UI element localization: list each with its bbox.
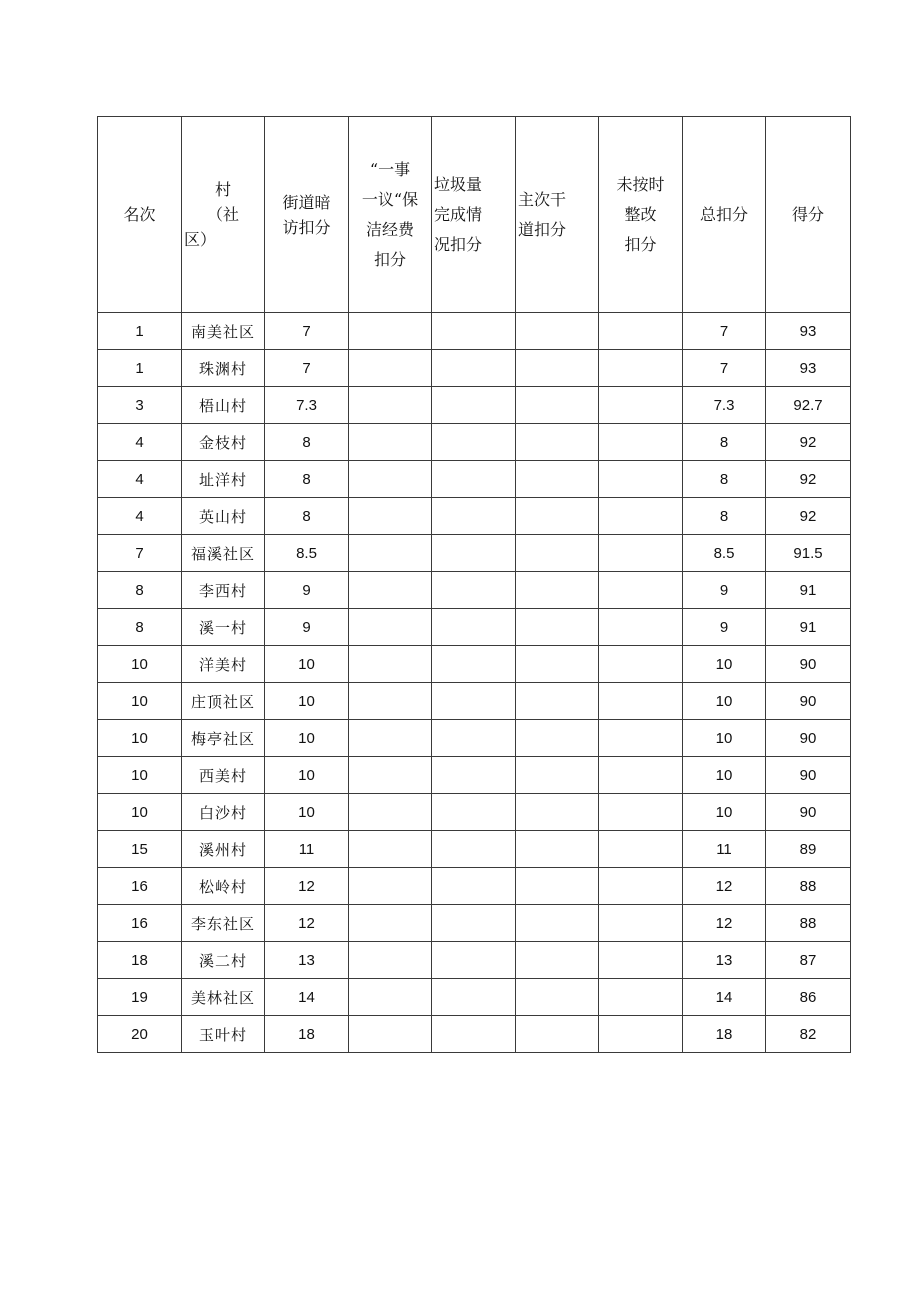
cell-total-deduction: 9 xyxy=(683,572,766,609)
header-row xyxy=(98,117,851,313)
cell-one-issue-deduction xyxy=(349,794,432,831)
cell-garbage-deduction xyxy=(432,424,516,461)
cell-street-visit-deduction: 10 xyxy=(265,720,349,757)
cell-one-issue-deduction xyxy=(349,424,432,461)
header-garbage-deduction: 垃圾量 完成情 况扣分 xyxy=(432,117,516,313)
cell-main-road-deduction xyxy=(516,683,599,720)
cell-score: 93 xyxy=(766,313,851,350)
cell-rank: 10 xyxy=(98,720,182,757)
cell-main-road-deduction xyxy=(516,905,599,942)
cell-score: 90 xyxy=(766,794,851,831)
cell-rank: 19 xyxy=(98,979,182,1016)
cell-main-road-deduction xyxy=(516,831,599,868)
cell-village-name: 西美村 xyxy=(182,757,265,794)
table-row xyxy=(98,757,851,794)
cell-score: 90 xyxy=(766,720,851,757)
cell-one-issue-deduction xyxy=(349,646,432,683)
cell-total-deduction: 10 xyxy=(683,646,766,683)
cell-garbage-deduction xyxy=(432,350,516,387)
cell-rank: 1 xyxy=(98,313,182,350)
cell-rectification-deduction xyxy=(599,868,683,905)
cell-total-deduction: 18 xyxy=(683,1016,766,1053)
cell-garbage-deduction xyxy=(432,535,516,572)
cell-rectification-deduction xyxy=(599,720,683,757)
cell-street-visit-deduction: 10 xyxy=(265,683,349,720)
cell-one-issue-deduction xyxy=(349,831,432,868)
cell-street-visit-deduction: 8 xyxy=(265,498,349,535)
header-village: 村 （社 区） xyxy=(182,117,265,313)
cell-one-issue-deduction xyxy=(349,1016,432,1053)
cell-rank: 4 xyxy=(98,461,182,498)
cell-one-issue-deduction xyxy=(349,720,432,757)
cell-total-deduction: 8 xyxy=(683,461,766,498)
cell-garbage-deduction xyxy=(432,979,516,1016)
cell-rectification-deduction xyxy=(599,1016,683,1053)
cell-rectification-deduction xyxy=(599,535,683,572)
cell-garbage-deduction xyxy=(432,498,516,535)
cell-rank: 1 xyxy=(98,350,182,387)
cell-garbage-deduction xyxy=(432,572,516,609)
cell-score: 91 xyxy=(766,572,851,609)
cell-rectification-deduction xyxy=(599,387,683,424)
cell-main-road-deduction xyxy=(516,350,599,387)
header-rank: 名次 xyxy=(98,117,182,313)
cell-street-visit-deduction: 8.5 xyxy=(265,535,349,572)
cell-rank: 15 xyxy=(98,831,182,868)
cell-total-deduction: 8 xyxy=(683,424,766,461)
cell-score: 87 xyxy=(766,942,851,979)
cell-street-visit-deduction: 7.3 xyxy=(265,387,349,424)
table-row xyxy=(98,683,851,720)
table-row xyxy=(98,831,851,868)
cell-rectification-deduction xyxy=(599,831,683,868)
cell-total-deduction: 10 xyxy=(683,720,766,757)
cell-rank: 16 xyxy=(98,868,182,905)
table-row xyxy=(98,1016,851,1053)
cell-street-visit-deduction: 18 xyxy=(265,1016,349,1053)
cell-main-road-deduction xyxy=(516,387,599,424)
cell-village-name: 洋美村 xyxy=(182,646,265,683)
cell-one-issue-deduction xyxy=(349,387,432,424)
cell-garbage-deduction xyxy=(432,757,516,794)
cell-village-name: 珠渊村 xyxy=(182,350,265,387)
cell-rank: 4 xyxy=(98,498,182,535)
table-row xyxy=(98,350,851,387)
village-score-table xyxy=(97,116,851,1053)
cell-village-name: 梅亭社区 xyxy=(182,720,265,757)
cell-village-name: 溪一村 xyxy=(182,609,265,646)
cell-total-deduction: 14 xyxy=(683,979,766,1016)
cell-village-name: 李东社区 xyxy=(182,905,265,942)
cell-score: 88 xyxy=(766,905,851,942)
cell-score: 92 xyxy=(766,424,851,461)
cell-street-visit-deduction: 12 xyxy=(265,868,349,905)
table-row xyxy=(98,942,851,979)
table-row xyxy=(98,535,851,572)
header-total-deduction: 总扣分 xyxy=(683,117,766,313)
cell-street-visit-deduction: 9 xyxy=(265,572,349,609)
cell-street-visit-deduction: 11 xyxy=(265,831,349,868)
cell-garbage-deduction xyxy=(432,387,516,424)
cell-one-issue-deduction xyxy=(349,609,432,646)
cell-main-road-deduction xyxy=(516,313,599,350)
cell-total-deduction: 10 xyxy=(683,757,766,794)
table-row xyxy=(98,424,851,461)
cell-garbage-deduction xyxy=(432,942,516,979)
cell-total-deduction: 9 xyxy=(683,609,766,646)
cell-one-issue-deduction xyxy=(349,905,432,942)
cell-rectification-deduction xyxy=(599,794,683,831)
cell-one-issue-deduction xyxy=(349,461,432,498)
cell-rectification-deduction xyxy=(599,683,683,720)
cell-village-name: 溪二村 xyxy=(182,942,265,979)
table-row xyxy=(98,646,851,683)
table-row xyxy=(98,387,851,424)
cell-main-road-deduction xyxy=(516,757,599,794)
cell-score: 86 xyxy=(766,979,851,1016)
cell-total-deduction: 10 xyxy=(683,683,766,720)
cell-one-issue-deduction xyxy=(349,683,432,720)
cell-street-visit-deduction: 8 xyxy=(265,461,349,498)
cell-main-road-deduction xyxy=(516,609,599,646)
cell-rectification-deduction xyxy=(599,905,683,942)
table-row xyxy=(98,313,851,350)
cell-garbage-deduction xyxy=(432,794,516,831)
cell-total-deduction: 12 xyxy=(683,868,766,905)
cell-main-road-deduction xyxy=(516,794,599,831)
cell-rank: 10 xyxy=(98,683,182,720)
cell-main-road-deduction xyxy=(516,535,599,572)
table-row xyxy=(98,572,851,609)
cell-rectification-deduction xyxy=(599,461,683,498)
cell-street-visit-deduction: 10 xyxy=(265,757,349,794)
cell-garbage-deduction xyxy=(432,868,516,905)
cell-rectification-deduction xyxy=(599,572,683,609)
cell-total-deduction: 8 xyxy=(683,498,766,535)
cell-total-deduction: 7 xyxy=(683,313,766,350)
cell-garbage-deduction xyxy=(432,683,516,720)
cell-score: 82 xyxy=(766,1016,851,1053)
cell-main-road-deduction xyxy=(516,572,599,609)
cell-village-name: 玉叶村 xyxy=(182,1016,265,1053)
cell-street-visit-deduction: 10 xyxy=(265,794,349,831)
cell-village-name: 溪州村 xyxy=(182,831,265,868)
cell-one-issue-deduction xyxy=(349,498,432,535)
cell-street-visit-deduction: 7 xyxy=(265,313,349,350)
cell-rank: 18 xyxy=(98,942,182,979)
cell-main-road-deduction xyxy=(516,942,599,979)
table-row xyxy=(98,609,851,646)
cell-street-visit-deduction: 7 xyxy=(265,350,349,387)
cell-garbage-deduction xyxy=(432,1016,516,1053)
cell-village-name: 松岭村 xyxy=(182,868,265,905)
cell-rank: 7 xyxy=(98,535,182,572)
cell-rank: 10 xyxy=(98,794,182,831)
cell-main-road-deduction xyxy=(516,646,599,683)
cell-score: 93 xyxy=(766,350,851,387)
cell-score: 89 xyxy=(766,831,851,868)
table-row xyxy=(98,498,851,535)
cell-score: 92.7 xyxy=(766,387,851,424)
cell-score: 91 xyxy=(766,609,851,646)
cell-main-road-deduction xyxy=(516,498,599,535)
cell-village-name: 美林社区 xyxy=(182,979,265,1016)
cell-total-deduction: 10 xyxy=(683,794,766,831)
cell-total-deduction: 13 xyxy=(683,942,766,979)
cell-street-visit-deduction: 13 xyxy=(265,942,349,979)
cell-village-name: 庄顶社区 xyxy=(182,683,265,720)
cell-street-visit-deduction: 10 xyxy=(265,646,349,683)
cell-one-issue-deduction xyxy=(349,572,432,609)
cell-one-issue-deduction xyxy=(349,350,432,387)
cell-one-issue-deduction xyxy=(349,868,432,905)
cell-one-issue-deduction xyxy=(349,313,432,350)
cell-rank: 10 xyxy=(98,646,182,683)
cell-street-visit-deduction: 12 xyxy=(265,905,349,942)
cell-street-visit-deduction: 8 xyxy=(265,424,349,461)
cell-total-deduction: 8.5 xyxy=(683,535,766,572)
cell-village-name: 白沙村 xyxy=(182,794,265,831)
table-body xyxy=(98,313,851,1053)
cell-total-deduction: 12 xyxy=(683,905,766,942)
cell-total-deduction: 7.3 xyxy=(683,387,766,424)
cell-one-issue-deduction xyxy=(349,979,432,1016)
cell-rank: 4 xyxy=(98,424,182,461)
header-rectification-deduction: 未按时 整改 扣分 xyxy=(599,117,683,313)
cell-garbage-deduction xyxy=(432,461,516,498)
cell-village-name: 福溪社区 xyxy=(182,535,265,572)
header-one-issue-deduction: “一事 一议“保 洁经费 扣分 xyxy=(349,117,432,313)
cell-score: 92 xyxy=(766,498,851,535)
cell-one-issue-deduction xyxy=(349,535,432,572)
cell-rectification-deduction xyxy=(599,757,683,794)
cell-rectification-deduction xyxy=(599,498,683,535)
cell-village-name: 南美社区 xyxy=(182,313,265,350)
cell-rank: 8 xyxy=(98,609,182,646)
cell-rectification-deduction xyxy=(599,350,683,387)
cell-village-name: 梧山村 xyxy=(182,387,265,424)
header-score: 得分 xyxy=(766,117,851,313)
cell-garbage-deduction xyxy=(432,831,516,868)
cell-main-road-deduction xyxy=(516,424,599,461)
cell-main-road-deduction xyxy=(516,461,599,498)
cell-village-name: 金枝村 xyxy=(182,424,265,461)
table-row xyxy=(98,979,851,1016)
cell-score: 91.5 xyxy=(766,535,851,572)
cell-garbage-deduction xyxy=(432,313,516,350)
header-street-visit-deduction: 街道暗 访扣分 xyxy=(265,117,349,313)
table-row xyxy=(98,720,851,757)
cell-garbage-deduction xyxy=(432,609,516,646)
cell-rank: 16 xyxy=(98,905,182,942)
cell-main-road-deduction xyxy=(516,720,599,757)
cell-rectification-deduction xyxy=(599,424,683,461)
cell-village-name: 址洋村 xyxy=(182,461,265,498)
cell-total-deduction: 11 xyxy=(683,831,766,868)
cell-rectification-deduction xyxy=(599,646,683,683)
table-row xyxy=(98,794,851,831)
cell-total-deduction: 7 xyxy=(683,350,766,387)
cell-score: 90 xyxy=(766,757,851,794)
cell-village-name: 李西村 xyxy=(182,572,265,609)
header-main-road-deduction: 主次干 道扣分 xyxy=(516,117,599,313)
cell-one-issue-deduction xyxy=(349,757,432,794)
cell-one-issue-deduction xyxy=(349,942,432,979)
cell-street-visit-deduction: 14 xyxy=(265,979,349,1016)
cell-garbage-deduction xyxy=(432,905,516,942)
cell-rank: 8 xyxy=(98,572,182,609)
cell-rectification-deduction xyxy=(599,942,683,979)
cell-rank: 20 xyxy=(98,1016,182,1053)
cell-score: 88 xyxy=(766,868,851,905)
cell-rank: 3 xyxy=(98,387,182,424)
cell-garbage-deduction xyxy=(432,646,516,683)
cell-main-road-deduction xyxy=(516,868,599,905)
cell-rank: 10 xyxy=(98,757,182,794)
cell-rectification-deduction xyxy=(599,313,683,350)
cell-score: 90 xyxy=(766,683,851,720)
cell-garbage-deduction xyxy=(432,720,516,757)
table-row xyxy=(98,868,851,905)
cell-street-visit-deduction: 9 xyxy=(265,609,349,646)
cell-rectification-deduction xyxy=(599,609,683,646)
cell-rectification-deduction xyxy=(599,979,683,1016)
table-row xyxy=(98,461,851,498)
cell-village-name: 英山村 xyxy=(182,498,265,535)
cell-main-road-deduction xyxy=(516,979,599,1016)
cell-score: 90 xyxy=(766,646,851,683)
cell-main-road-deduction xyxy=(516,1016,599,1053)
cell-score: 92 xyxy=(766,461,851,498)
table-row xyxy=(98,905,851,942)
